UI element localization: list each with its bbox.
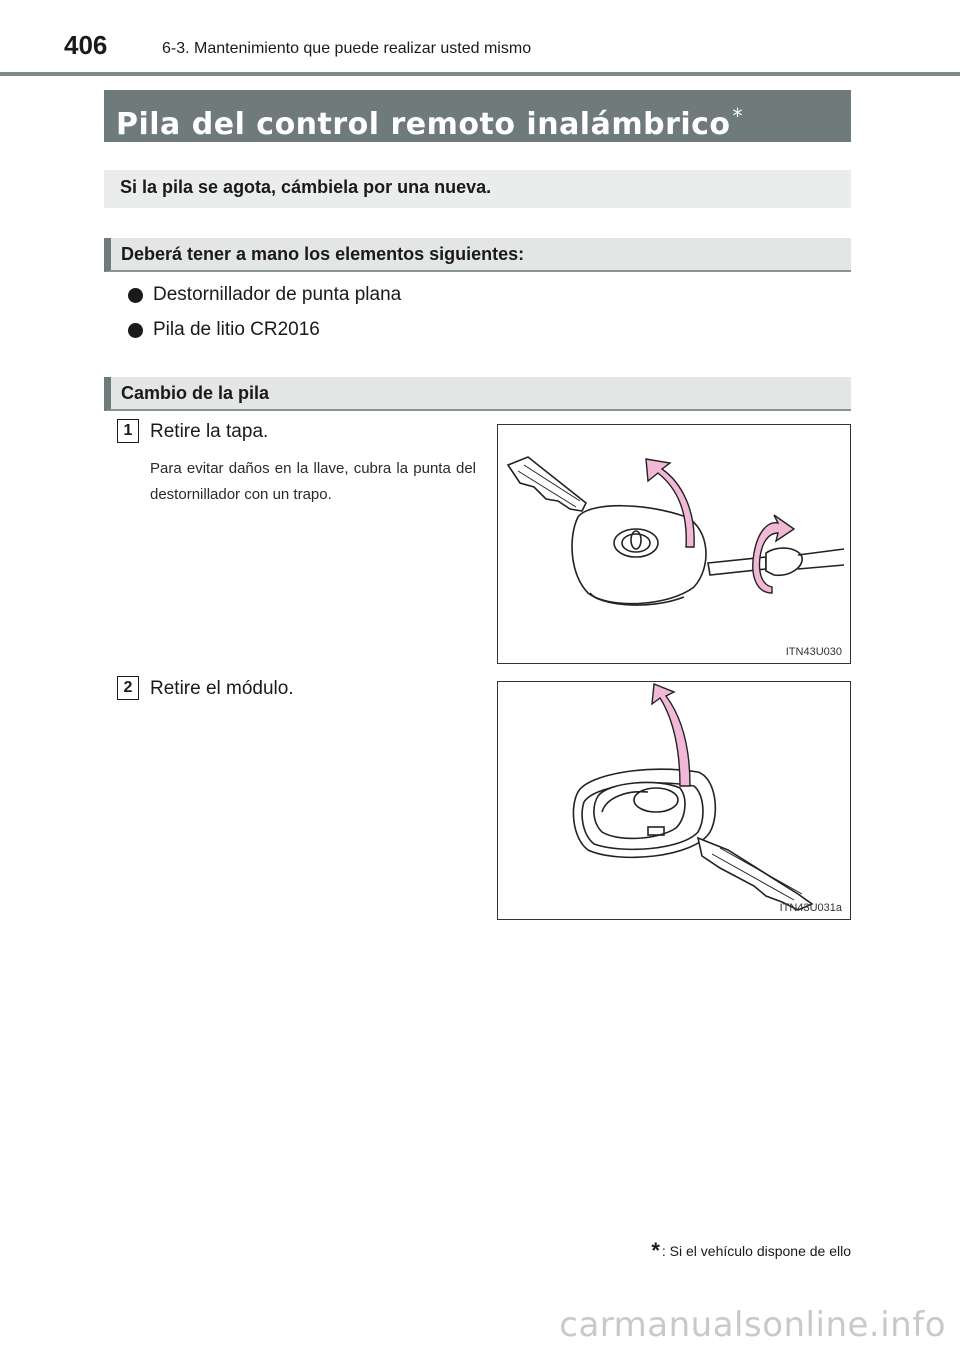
- footnote: [651, 1238, 851, 1264]
- step-note: Para evitar daños en la llave, cubra la punta del destornillador con un trapo.: [150, 460, 476, 503]
- figure-code: ITN43U030: [785, 646, 842, 658]
- title-text: Pila del control remoto inalámbrico: [116, 107, 731, 142]
- step-number: 1: [117, 419, 139, 443]
- key-module-illustration: [498, 682, 849, 918]
- footnote-star-marker: *: [651, 1238, 660, 1263]
- figure-code: ITN43U031a: [779, 902, 842, 914]
- intro-box: Si la pila se agota, cámbiela por una nueva.: [104, 170, 851, 208]
- header-rule: [0, 72, 960, 76]
- page-title: [104, 90, 851, 142]
- requirement-item: [128, 319, 320, 341]
- requirement-label: Pila de litio CR2016: [153, 319, 320, 340]
- page-number: 406: [64, 30, 108, 60]
- key-cover-illustration: [498, 425, 849, 662]
- bullet-icon: [128, 288, 143, 303]
- title-star-marker: *: [732, 104, 744, 128]
- section-heading-requirements: Deberá tener a mano los elementos siguientes:: [104, 238, 851, 272]
- bullet-icon: [128, 323, 143, 338]
- step-title: Retire la tapa.: [150, 421, 269, 442]
- requirement-label: Destornillador de punta plana: [153, 284, 402, 305]
- step-title: Retire el módulo.: [150, 678, 294, 699]
- footnote-text: : Si el vehículo dispone de ello: [661, 1243, 851, 1259]
- watermark: carmanualsonline.info: [559, 1305, 946, 1345]
- figure-remove-cover: [497, 424, 851, 664]
- step-number: 2: [117, 676, 139, 700]
- running-header: 6-3. Mantenimiento que puede realizar usted mismo: [162, 40, 532, 57]
- section-heading-change: Cambio de la pila: [104, 377, 851, 411]
- figure-remove-module: [497, 681, 851, 920]
- requirement-item: [128, 284, 401, 306]
